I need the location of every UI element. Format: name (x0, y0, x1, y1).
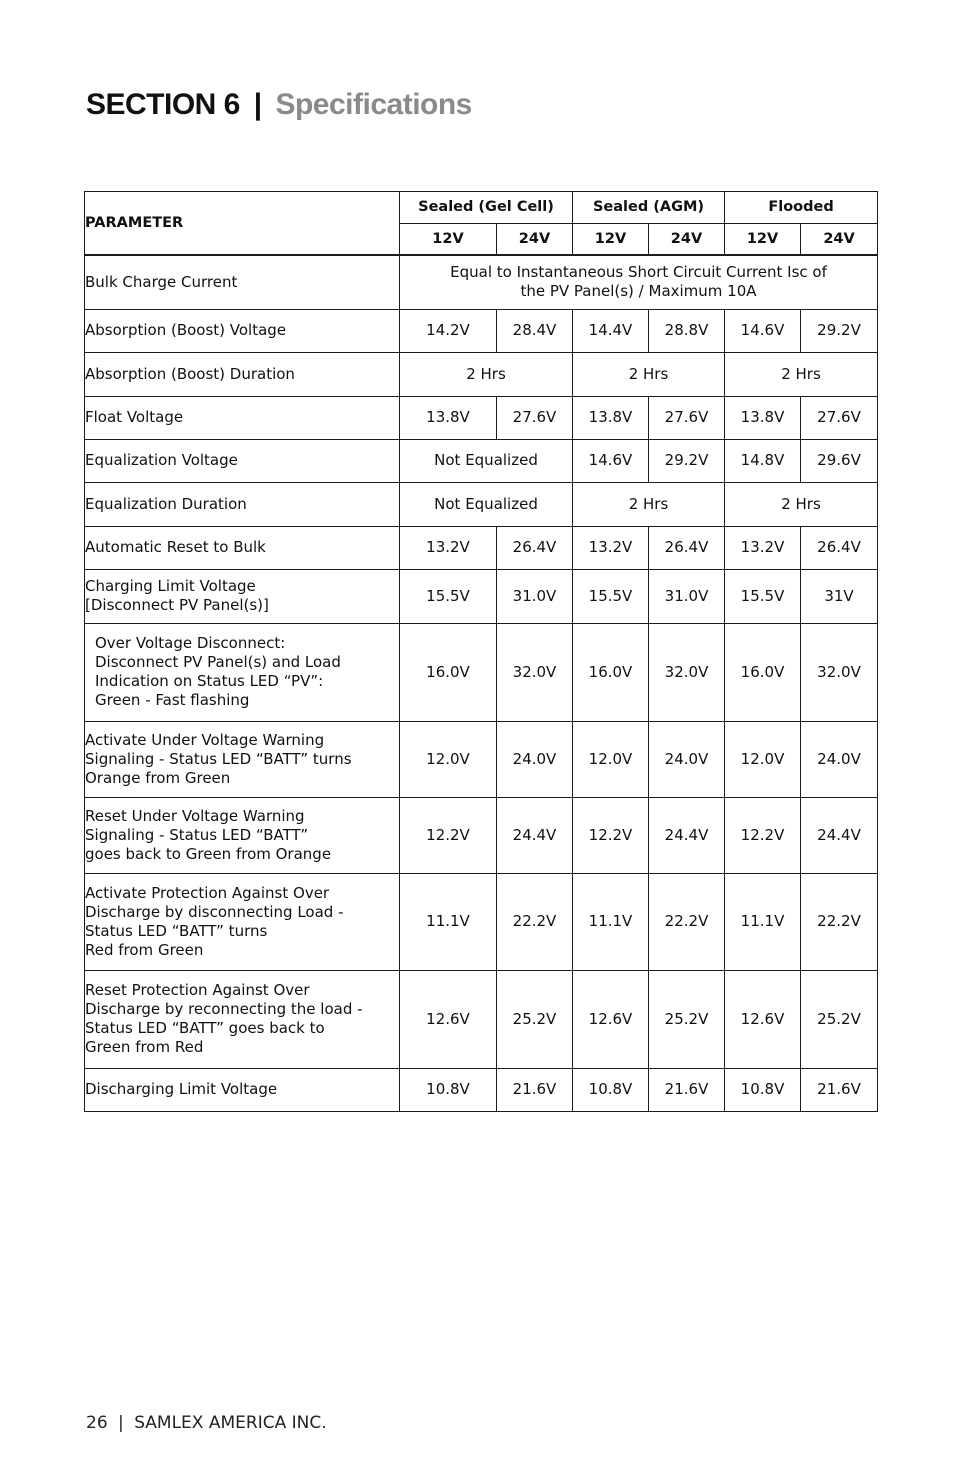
group-value-cell: 2 Hrs (400, 352, 573, 396)
value-cell: 25.2V (649, 970, 725, 1068)
parameter-label: Float Voltage (85, 396, 400, 439)
value-cell: 13.2V (725, 526, 801, 569)
parameter-label: Equalization Duration (85, 482, 400, 526)
table-row (85, 439, 878, 482)
value-cell: 13.2V (400, 526, 497, 569)
value-cell: 13.2V (573, 526, 649, 569)
value-cell: 27.6V (497, 396, 573, 439)
value-cell: 13.8V (400, 396, 497, 439)
table-row (85, 309, 878, 352)
value-cell: 24.4V (497, 797, 573, 873)
value-cell: 26.4V (497, 526, 573, 569)
value-cell: 12.6V (400, 970, 497, 1068)
group-value-cell: 2 Hrs (725, 482, 878, 526)
value-cell: 24.4V (801, 797, 878, 873)
value-cell: 25.2V (497, 970, 573, 1068)
value-cell: 29.2V (649, 439, 725, 482)
parameter-label: Reset Under Voltage Warning Signaling - Status LED “BATT” goes back to Green from Orange (85, 797, 400, 873)
value-cell: 15.5V (573, 569, 649, 623)
value-cell: 12.6V (573, 970, 649, 1068)
voltage-header: 12V (400, 224, 497, 256)
table-row (85, 623, 878, 721)
value-cell: 16.0V (725, 623, 801, 721)
value-cell: 24.0V (801, 721, 878, 797)
value-cell: 14.4V (573, 309, 649, 352)
value-cell: 26.4V (649, 526, 725, 569)
group-value-cell: Not Equalized (400, 439, 573, 482)
table-row (85, 255, 878, 309)
value-cell: 21.6V (649, 1068, 725, 1111)
table-row (85, 797, 878, 873)
value-cell: 12.2V (725, 797, 801, 873)
table-row (85, 526, 878, 569)
parameter-label: Equalization Voltage (85, 439, 400, 482)
battery-type-header: Sealed (AGM) (573, 192, 725, 224)
table-row (85, 721, 878, 797)
value-cell: 32.0V (497, 623, 573, 721)
value-cell: 21.6V (497, 1068, 573, 1111)
group-value-cell: 2 Hrs (573, 482, 725, 526)
parameter-label: Bulk Charge Current (85, 255, 400, 309)
table-row (85, 352, 878, 396)
parameter-label: Discharging Limit Voltage (85, 1068, 400, 1111)
value-cell: 12.0V (400, 721, 497, 797)
value-cell: 21.6V (801, 1068, 878, 1111)
value-cell: 26.4V (801, 526, 878, 569)
value-cell: 10.8V (573, 1068, 649, 1111)
value-cell: 27.6V (801, 396, 878, 439)
voltage-header: 12V (573, 224, 649, 256)
value-cell: 12.0V (725, 721, 801, 797)
value-cell: 11.1V (400, 873, 497, 970)
value-cell: 28.4V (497, 309, 573, 352)
parameter-label: Activate Under Voltage Warning Signaling - Status LED “BATT” turns Orange from Green (85, 721, 400, 797)
voltage-header: 24V (801, 224, 878, 256)
value-cell: 22.2V (497, 873, 573, 970)
value-cell: 25.2V (801, 970, 878, 1068)
battery-type-header: Sealed (Gel Cell) (400, 192, 573, 224)
parameter-label: Charging Limit Voltage [Disconnect PV Panel(s)] (85, 569, 400, 623)
value-cell: 24.4V (649, 797, 725, 873)
value-cell: 32.0V (801, 623, 878, 721)
section-title: Specifications (275, 88, 472, 121)
value-cell: 12.2V (573, 797, 649, 873)
section-number: SECTION 6 (86, 88, 240, 121)
parameter-header: PARAMETER (85, 192, 400, 256)
value-cell: 10.8V (400, 1068, 497, 1111)
parameter-label: Absorption (Boost) Duration (85, 352, 400, 396)
value-cell: 32.0V (649, 623, 725, 721)
parameter-label: Absorption (Boost) Voltage (85, 309, 400, 352)
value-cell: 15.5V (400, 569, 497, 623)
group-value-cell: 2 Hrs (725, 352, 878, 396)
value-cell: 12.2V (400, 797, 497, 873)
value-cell: 22.2V (801, 873, 878, 970)
voltage-header: 24V (649, 224, 725, 256)
table-row (85, 569, 878, 623)
voltage-header: 24V (497, 224, 573, 256)
value-cell: 14.2V (400, 309, 497, 352)
value-cell: 11.1V (573, 873, 649, 970)
value-cell: 13.8V (573, 396, 649, 439)
value-cell: 12.0V (573, 721, 649, 797)
merged-value-cell: Equal to Instantaneous Short Circuit Current Isc of the PV Panel(s) / Maximum 10A (400, 255, 878, 309)
value-cell: 31.0V (497, 569, 573, 623)
value-cell: 24.0V (497, 721, 573, 797)
group-value-cell: 2 Hrs (573, 352, 725, 396)
value-cell: 14.8V (725, 439, 801, 482)
value-cell: 28.8V (649, 309, 725, 352)
value-cell: 12.6V (725, 970, 801, 1068)
company-name: SAMLEX AMERICA INC. (134, 1413, 327, 1433)
value-cell: 22.2V (649, 873, 725, 970)
heading-separator: | (253, 88, 262, 121)
value-cell: 13.8V (725, 396, 801, 439)
value-cell: 29.2V (801, 309, 878, 352)
value-cell: 11.1V (725, 873, 801, 970)
footer-separator: | (118, 1413, 124, 1433)
value-cell: 16.0V (400, 623, 497, 721)
parameter-label: Over Voltage Disconnect: Disconnect PV Panel(s) and Load Indication on Status LED “PV”: Green - Fast flashing (85, 623, 400, 721)
value-cell: 24.0V (649, 721, 725, 797)
parameter-label: Activate Protection Against Over Discharge by disconnecting Load - Status LED “BATT” turns Red from Green (85, 873, 400, 970)
page-number: 26 (86, 1413, 108, 1433)
battery-type-header: Flooded (725, 192, 878, 224)
group-value-cell: Not Equalized (400, 482, 573, 526)
battery-type-header-row (85, 192, 878, 224)
specifications-table (84, 191, 878, 1112)
voltage-header: 12V (725, 224, 801, 256)
value-cell: 15.5V (725, 569, 801, 623)
value-cell: 29.6V (801, 439, 878, 482)
value-cell: 16.0V (573, 623, 649, 721)
table-row (85, 873, 878, 970)
table-row (85, 396, 878, 439)
table-row (85, 970, 878, 1068)
value-cell: 10.8V (725, 1068, 801, 1111)
value-cell: 31V (801, 569, 878, 623)
parameter-label: Reset Protection Against Over Discharge by reconnecting the load - Status LED “BATT” goes back to Green from Red (85, 970, 400, 1068)
value-cell: 31.0V (649, 569, 725, 623)
table-row (85, 482, 878, 526)
value-cell: 27.6V (649, 396, 725, 439)
value-cell: 14.6V (725, 309, 801, 352)
page-heading (86, 88, 472, 122)
parameter-label: Automatic Reset to Bulk (85, 526, 400, 569)
page-footer (86, 1413, 327, 1433)
table-row (85, 1068, 878, 1111)
value-cell: 14.6V (573, 439, 649, 482)
